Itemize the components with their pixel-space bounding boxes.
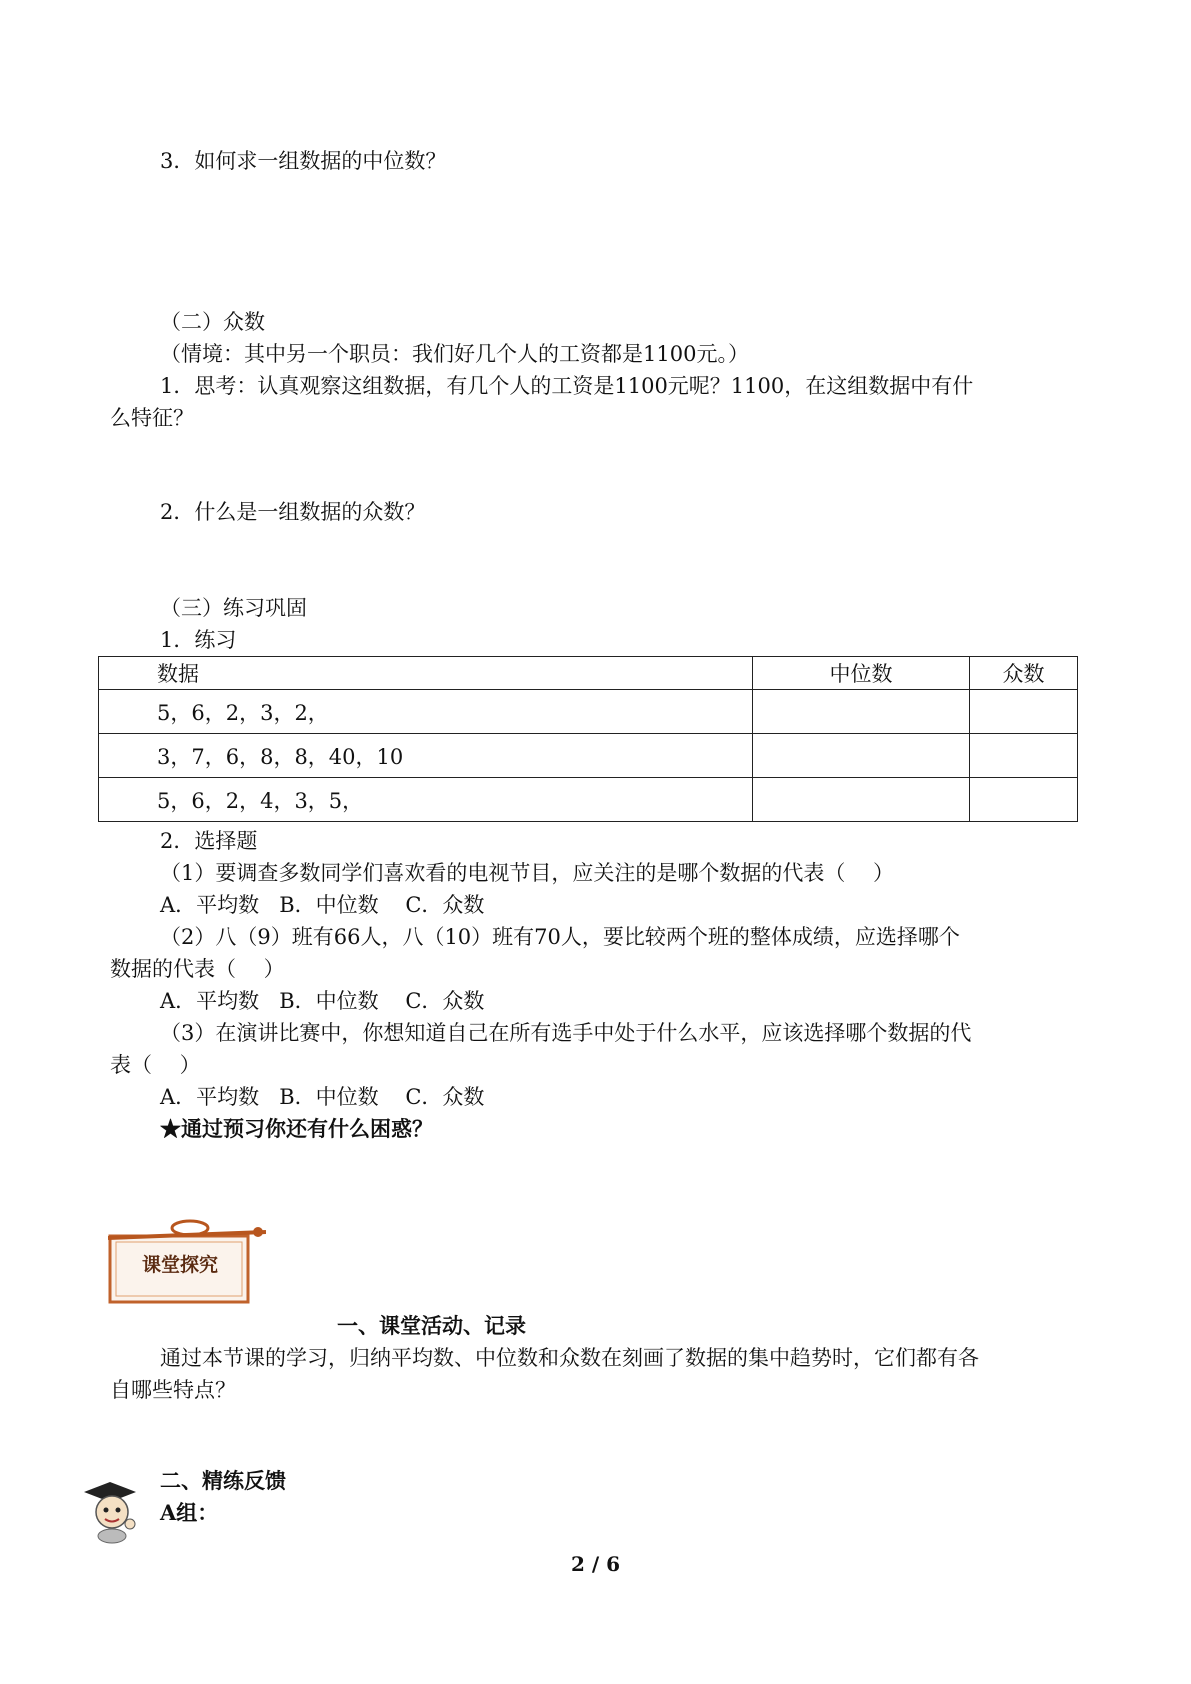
cell-median[interactable]	[753, 690, 970, 734]
header-data: 数据	[99, 657, 753, 690]
cell-data: 5，6，2，3，2，	[99, 690, 753, 734]
activity-line2: 自哪些特点？	[110, 1378, 236, 1402]
choice-q3-options: A．平均数 B．中位数 C．众数	[160, 1085, 485, 1109]
group-a-label: A组：	[160, 1500, 219, 1525]
question-3: 3．如何求一组数据的中位数？	[160, 149, 447, 173]
choice-q1-options: A．平均数 B．中位数 C．众数	[160, 893, 485, 917]
choice-q3-line1: （3）在演讲比赛中，你想知道自己在所有选手中处于什么水平，应该选择哪个数据的代	[160, 1021, 972, 1045]
badge-label: 课堂探究	[141, 1254, 218, 1276]
cell-median[interactable]	[753, 734, 970, 778]
header-median: 中位数	[753, 657, 970, 690]
cell-mode[interactable]	[970, 734, 1078, 778]
practice-table	[98, 656, 1078, 822]
star-question: ★通过预习你还有什么困惑？	[160, 1116, 433, 1141]
choice-q3-line2: 表（ ）	[110, 1053, 201, 1077]
choice-q2-line2: 数据的代表（ ）	[110, 957, 285, 981]
table-header-row	[99, 657, 1078, 690]
header-mode: 众数	[970, 657, 1078, 690]
table-row	[99, 778, 1078, 822]
choice-q2-options: A．平均数 B．中位数 C．众数	[160, 989, 485, 1013]
feedback-title: 二、精练反馈	[160, 1468, 286, 1493]
cell-mode[interactable]	[970, 690, 1078, 734]
section-3-title: （三）练习巩固	[160, 596, 307, 620]
mascot-icon	[78, 1480, 142, 1544]
section-2-q1-line1: 1．思考：认真观察这组数据，有几个人的工资是1100元呢？1100，在这组数据中有什	[160, 374, 974, 398]
choice-q2-line1: （2）八（9）班有66人，八（10）班有70人，要比较两个班的整体成绩，应选择哪个	[160, 925, 960, 949]
cell-data: 5，6，2，4，3，5，	[99, 778, 753, 822]
section-2-q1-line2: 么特征？	[110, 406, 194, 430]
page-number: 2 / 6	[570, 1552, 621, 1576]
cell-mode[interactable]	[970, 778, 1078, 822]
choice-q1: （1）要调查多数同学们喜欢看的电视节目，应关注的是哪个数据的代表（ ）	[160, 861, 895, 885]
choice-label: 2．选择题	[160, 829, 258, 853]
class-explore-badge	[108, 1218, 266, 1306]
cell-median[interactable]	[753, 778, 970, 822]
activity-title: 一、课堂活动、记录	[337, 1313, 526, 1338]
practice-label: 1．练习	[160, 628, 237, 652]
table-row	[99, 690, 1078, 734]
cell-data: 3，7，6，8，8，40，10	[99, 734, 753, 778]
section-2-title: （二）众数	[160, 310, 265, 334]
table-row	[99, 734, 1078, 778]
section-2-q2: 2．什么是一组数据的众数？	[160, 500, 426, 524]
activity-line1: 通过本节课的学习，归纳平均数、中位数和众数在刻画了数据的集中趋势时，它们都有各	[160, 1346, 979, 1370]
section-2-context: （情境：其中另一个职员：我们好几个人的工资都是1100元。）	[160, 342, 749, 366]
